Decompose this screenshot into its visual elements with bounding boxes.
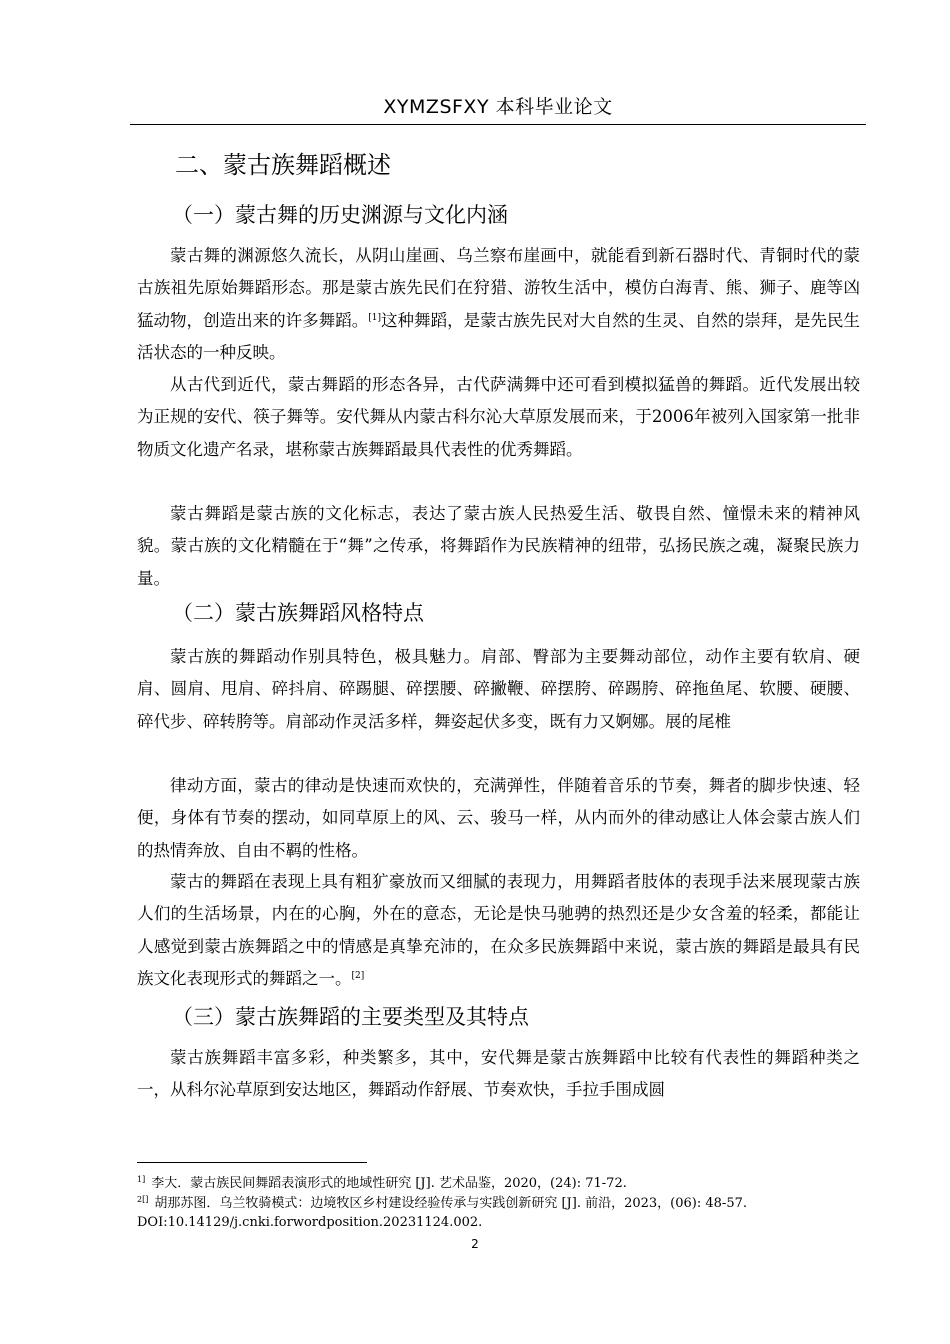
footnote-2-text: 胡那苏图．乌兰牧骑模式：边境牧区乡村建设经验传承与实践创新研究 [J]. 前沿，2023，(06): 48-57. DOI:10.14129/j.cnki.forwordposition.20231124.002. xyxy=(137,1196,747,1230)
section-title-1: （一）蒙古舞的历史渊源与文化内涵 xyxy=(172,203,508,227)
footnote-2 xyxy=(137,1190,860,1232)
header-rule xyxy=(130,124,866,125)
citation-ref-2[interactable]: [2] xyxy=(351,970,365,981)
section-1-paragraph-2: 从古代到近代，蒙古舞蹈的形态各异，古代萨满舞中还可看到模拟猛兽的舞蹈。近代发展出较为正规的安代、筷子舞等。安代舞从内蒙古科尔沁大草原发展而来，于2006年被列入国家第一批非物质文化遗产名录，堪称蒙古族舞蹈最具代表性的优秀舞蹈。 xyxy=(137,375,860,459)
section-2-paragraph-2: 律动方面，蒙古的律动是快速而欢快的，充满弹性，伴随着音乐的节奏，舞者的脚步快速、轻便，身体有节奏的摆动，如同草原上的风、云、骏马一样，从内而外的律动感让人体会蒙古族人们的热情奔放、自由不羁的性格。 xyxy=(137,776,860,860)
footnote-1-text: 李大．蒙古族民间舞蹈表演形式的地域性研究 [J]. 艺术品鉴，2020，(24): 71-72. xyxy=(151,1176,627,1191)
footnote-2-mark: 2[] xyxy=(137,1195,149,1204)
footnote-1-mark: 1] xyxy=(137,1175,146,1184)
section-3-paragraph-1: 蒙古族舞蹈丰富多彩，种类繁多，其中，安代舞是蒙古族舞蹈中比较有代表性的舞蹈种类之一，从科尔沁草原到安达地区，舞蹈动作舒展、节奏欢快，手拉手围成圆 xyxy=(137,1048,860,1100)
section-1-paragraph-1: 蒙古舞的渊源悠久流长，从阴山崖画、乌兰察布崖画中，就能看到新石器时代、青铜时代的蒙古族祖先原始舞蹈形态。那是蒙古族先民们在狩猎、游牧生活中，模仿白海青、熊、狮子、鹿等凶猛动物，创造出来的许多舞蹈。[1]这种舞蹈，是蒙古族先民对大自然的生灵、自然的崇拜，是先民生活状态的一种反映。 xyxy=(137,246,861,362)
section-2-paragraph-3: 蒙古的舞蹈在表现上具有粗犷豪放而又细腻的表现力，用舞蹈者肢体的表现手法来展现蒙古族人们的生活场景，内在的心胸，外在的意态，无论是快马驰骋的热烈还是少女含羞的轻柔，都能让人感觉到蒙古族舞蹈之中的情感是真挚充沛的，在众多民族舞蹈中来说，蒙古族的舞蹈是最具有民族文化表现形式的舞蹈之一。[2] xyxy=(137,872,860,988)
section-title-3: （三）蒙古族舞蹈的主要类型及其特点 xyxy=(172,1005,529,1029)
section-2-paragraph-1: 蒙古族的舞蹈动作别具特色，极具魅力。肩部、臀部为主要舞动部位，动作主要有软肩、硬肩、圆肩、甩肩、碎抖肩、碎踢腿、碎摆腰、碎撇鞭、碎摆胯、碎踢胯、碎拖鱼尾、软腰、硬腰、碎代步、碎转胯等。肩部动作灵活多样，舞姿起伏多变，既有力又婀娜。展的尾椎 xyxy=(137,647,860,731)
citation-ref-1[interactable]: [1] xyxy=(368,312,381,323)
section-title-2: （二）蒙古族舞蹈风格特点 xyxy=(172,601,424,625)
running-header-title: XYMZSFXY 本科毕业论文 xyxy=(383,96,613,118)
section-1-paragraph-3: 蒙古舞蹈是蒙古族的文化标志，表达了蒙古族人民热爱生活、敬畏自然、憧憬未来的精神风貌。蒙古族的文化精髓在于“舞”之传承，将舞蹈作为民族精神的纽带，弘扬民族之魂，凝聚民族力量。 xyxy=(137,504,860,588)
chapter-title: 二、蒙古族舞蹈概述 xyxy=(175,151,391,179)
footnote-separator xyxy=(137,1162,367,1163)
page-number: 2 xyxy=(471,1237,479,1251)
